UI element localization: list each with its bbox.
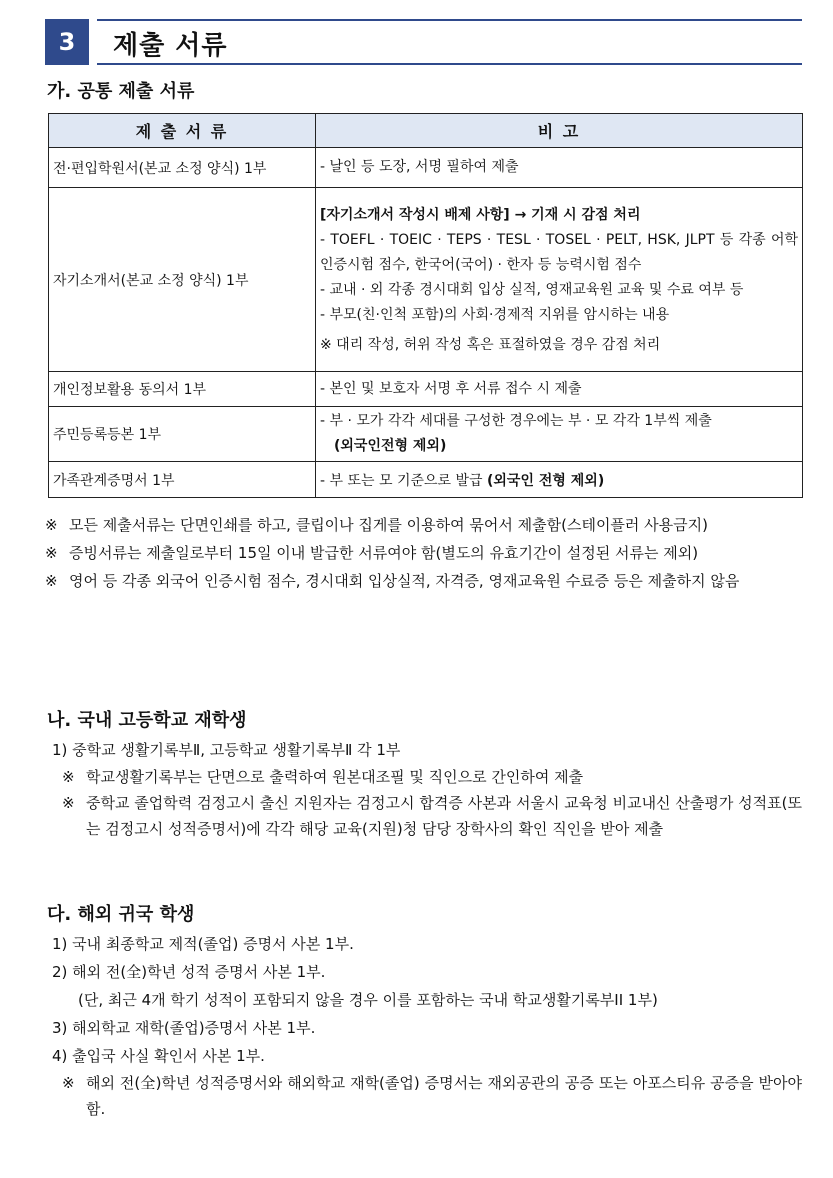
doc-cell: 자기소개서(본교 소정 양식) 1부 [49, 188, 316, 372]
part-b-list [52, 736, 802, 842]
list-item: 1) 국내 최종학교 제적(졸업) 증명서 사본 1부. [52, 935, 354, 953]
note-item: ※ 중학교 졸업학력 검정고시 출신 지원자는 검정고시 합격증 사본과 서울시 교육청 비교내신 산출평가 성적표(또는 검정고시 성적증명서)에 각각 해당 교육(지원)청 담당 장학사의 확인 직인을 받아 제출 [62, 794, 802, 838]
header-rule-bottom [97, 63, 802, 65]
table-row [49, 407, 803, 462]
part-c-list [52, 930, 802, 1122]
note-item: ※ 해외 전(全)학년 성적증명서와 해외학교 재학(졸업) 증명서는 재외공관의 공증 또는 아포스티유 공증을 받아야 함. [62, 1074, 802, 1118]
header-remarks: 비 고 [316, 114, 803, 148]
table-row [49, 372, 803, 407]
note-item: ※ 증빙서류는 제출일로부터 15일 이내 발급한 서류여야 함(별도의 유효기간이 설정된 서류는 제외) [45, 544, 699, 562]
doc-cell: 가족관계증명서 1부 [49, 462, 316, 498]
list-item: 4) 출입국 사실 확인서 사본 1부. [52, 1047, 265, 1065]
section-number-badge: 3 [45, 19, 89, 65]
doc-cell: 전·편입학원서(본교 소정 양식) 1부 [49, 148, 316, 188]
note-item: ※ 영어 등 각종 외국어 인증시험 점수, 경시대회 입상실적, 자격증, 영재교육원 수료증 등은 제출하지 않음 [45, 572, 740, 590]
table-row [49, 462, 803, 498]
remark-cell: - 본인 및 보호자 서명 후 서류 접수 시 제출 [316, 372, 803, 407]
remark-cell: - 날인 등 도장, 서명 필하여 제출 [316, 148, 803, 188]
remark-cell: - 부 또는 모 기준으로 발급 (외국인 전형 제외) [316, 462, 803, 498]
part-a-notes [45, 512, 805, 594]
part-b-heading: 나. 국내 고등학교 재학생 [47, 710, 247, 731]
list-item: 2) 해외 전(全)학년 성적 증명서 사본 1부. [52, 963, 326, 981]
part-b-notes [52, 764, 802, 842]
header-rule-top [97, 19, 802, 21]
remark-cell: [자기소개서 작성시 배제 사항] → 기재 시 감점 처리 - TOEFL · TOEIC · TEPS · TESL · TOSEL · PELT, HSK, JLPT 등 각종 어학인증시험 점수, 한국어(국어) · 한자 등 능력시험 점수 - 교내 · 외 각종 경시대회 입상 실적, 영재교육원 교육 및 수료 여부 등 - 부모(친·인척 포함)의 사회·경제적 지위를 암시하는 내용 ※ 대리 작성, 허위 작성 혹은 표절하였을 경우 감점 처리 [316, 188, 803, 372]
section-title: 제출 서류 [113, 31, 228, 61]
remark-cell: - 부 · 모가 각각 세대를 구성한 경우에는 부 · 모 각각 1부씩 제출 (외국인전형 제외) [316, 407, 803, 462]
part-c-heading: 다. 해외 귀국 학생 [47, 904, 195, 925]
list-item-detail: (단, 최근 4개 학기 성적이 포함되지 않을 경우 이를 포함하는 국내 학교생활기록부II 1부) [78, 991, 658, 1009]
list-item: 3) 해외학교 재학(졸업)증명서 사본 1부. [52, 1019, 316, 1037]
note-item: ※ 모든 제출서류는 단면인쇄를 하고, 클립이나 집게를 이용하여 묶어서 제출함(스테이플러 사용금지) [45, 516, 708, 534]
list-item: 1) 중학교 생활기록부Ⅱ, 고등학교 생활기록부Ⅱ 각 1부 [52, 741, 401, 759]
table-row [49, 188, 803, 372]
doc-cell: 주민등록등본 1부 [49, 407, 316, 462]
section-header [45, 19, 802, 65]
header-documents: 제 출 서 류 [49, 114, 316, 148]
note-item: ※ 학교생활기록부는 단면으로 출력하여 원본대조필 및 직인으로 간인하여 제출 [62, 768, 584, 786]
table-row [49, 148, 803, 188]
table-header-row [49, 114, 803, 148]
documents-table [48, 113, 803, 498]
doc-cell: 개인정보활용 동의서 1부 [49, 372, 316, 407]
part-a-heading: 가. 공통 제출 서류 [47, 81, 195, 102]
